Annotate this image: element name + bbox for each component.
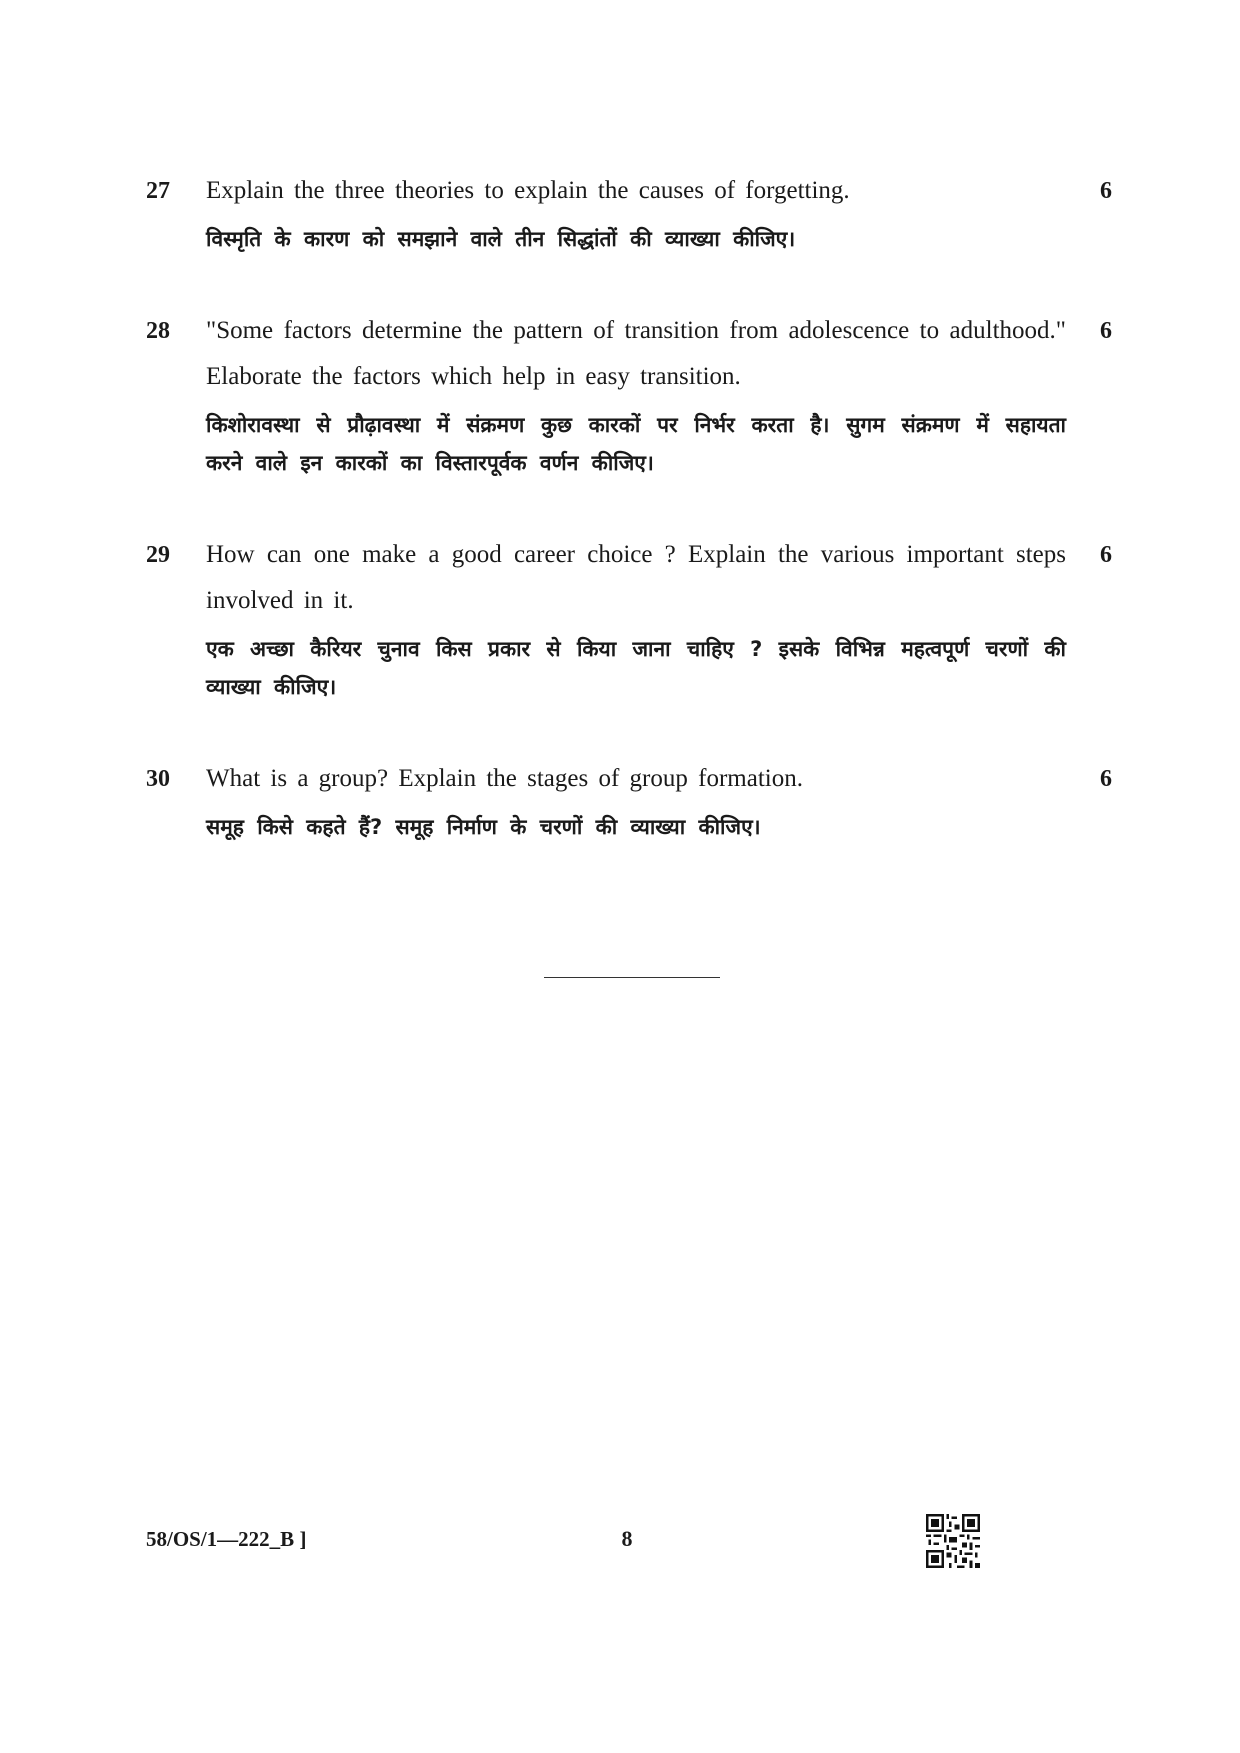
question-marks: 6: [1100, 318, 1112, 344]
end-of-paper-rule: [544, 977, 720, 978]
question-text-english: Explain the three theories to explain the causes of forgetting.: [206, 177, 850, 204]
question-body: [206, 756, 1066, 846]
question-text-hindi: किशोरावस्था से प्रौढ़ावस्था में संक्रमण कुछ कारकों पर निर्भर करता है। सुगम संक्रमण में सहायता करने वाले इन कारकों का विस्तारपूर्वक वर्णन कीजिए।: [206, 413, 1067, 475]
question-body: [206, 308, 1066, 482]
question-text-hindi: समूह किसे कहते हैं? समूह निर्माण के चरणों की व्याख्या कीजिए।: [206, 815, 761, 839]
question-text-english: "Some factors determine the pattern of transition from adolescence to adulthood." Elaborate the factors which help in easy transition.: [206, 317, 1066, 390]
question-text-hindi: एक अच्छा कैरियर चुनाव किस प्रकार से किया जाना चाहिए ? इसके विभिन्न महत्वपूर्ण चरणों की व्याख्या कीजिए।: [206, 637, 1066, 699]
qr-code-icon: [926, 1514, 980, 1568]
question-body: [206, 168, 1066, 258]
question-number: 28: [146, 318, 170, 344]
question-marks: 6: [1100, 178, 1112, 204]
question-text-english: How can one make a good career choice ? Explain the various important steps involved in it.: [206, 541, 1066, 614]
question-text-english: What is a group? Explain the stages of group formation.: [206, 765, 803, 792]
question-body: [206, 532, 1066, 706]
question-marks: 6: [1100, 542, 1112, 568]
question-text-hindi: विस्मृति के कारण को समझाने वाले तीन सिद्धांतों की व्याख्या कीजिए।: [206, 227, 796, 251]
question-number: 29: [146, 542, 170, 568]
question-number: 30: [146, 766, 170, 792]
question-number: 27: [146, 178, 170, 204]
question-marks: 6: [1100, 766, 1112, 792]
page-number: 8: [621, 1526, 633, 1551]
paper-code: 58/OS/1—222_B ]: [146, 1527, 307, 1551]
